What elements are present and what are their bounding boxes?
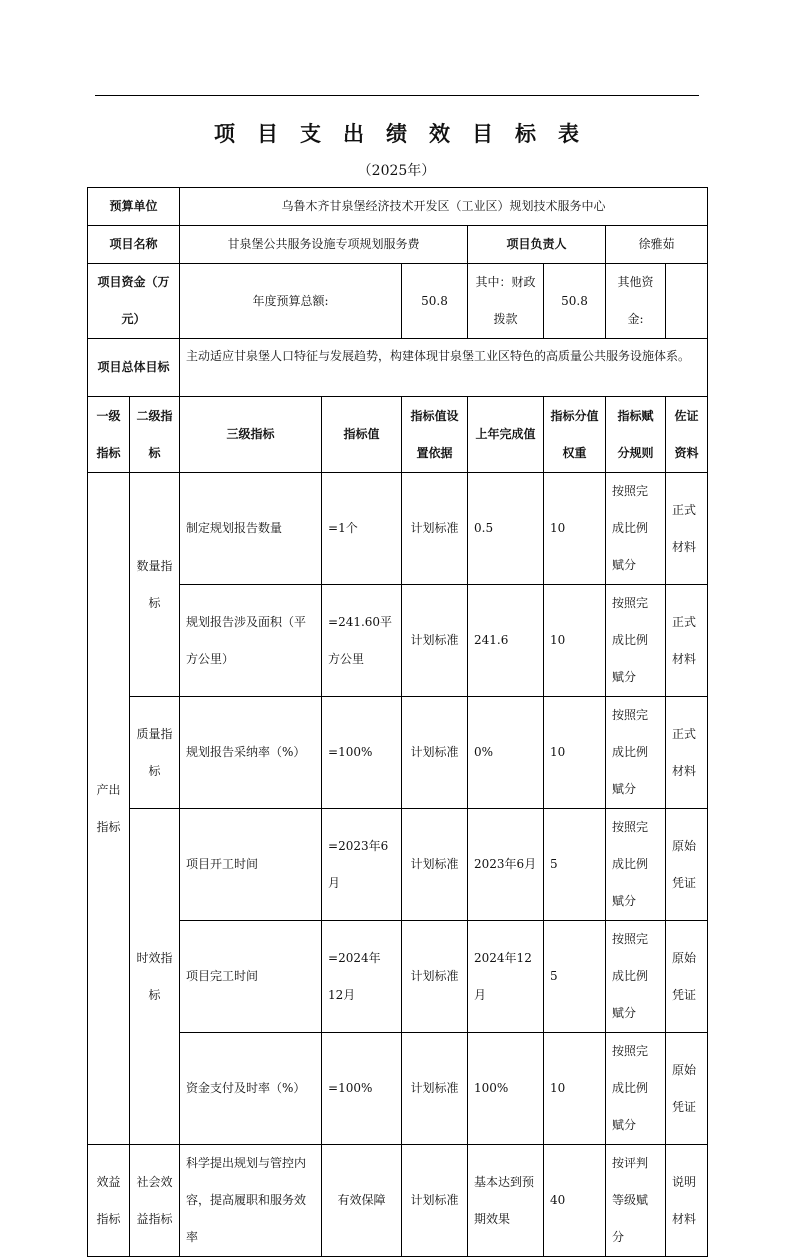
header-level1: 一级指标	[88, 397, 130, 473]
row-basis: 计划标准	[402, 473, 468, 585]
overall-goal-label: 项目总体目标	[88, 339, 180, 397]
row-basis: 计划标准	[402, 1145, 468, 1257]
header-row	[88, 397, 708, 473]
table-row	[88, 809, 708, 921]
row-last: 基本达到预期效果	[468, 1145, 544, 1257]
row-last: 2024年12月	[468, 921, 544, 1033]
group-timeliness: 时效指标	[130, 809, 180, 1145]
budget-unit-row	[88, 188, 708, 226]
table-row	[88, 1033, 708, 1145]
document-title: 项目支出绩效目标表	[214, 122, 601, 146]
group-social: 社会效益指标	[130, 1145, 180, 1257]
row-value: =1个	[322, 473, 402, 585]
group-quantity: 数量指标	[130, 473, 180, 697]
header-value: 指标值	[322, 397, 402, 473]
funds-row	[88, 264, 708, 339]
row-value: =241.60平方公里	[322, 585, 402, 697]
row-value: =100%	[322, 697, 402, 809]
row-evidence: 原始凭证	[666, 921, 708, 1033]
row-last: 2023年6月	[468, 809, 544, 921]
row-basis: 计划标准	[402, 585, 468, 697]
row-rule: 按照完成比例赋分	[606, 921, 666, 1033]
other-funds-value	[666, 264, 708, 339]
row-weight: 5	[544, 809, 606, 921]
fiscal-value: 50.8	[544, 264, 606, 339]
project-name-row	[88, 226, 708, 264]
row-weight: 40	[544, 1145, 606, 1257]
row-value: 有效保障	[322, 1145, 402, 1257]
leader-label: 项目负责人	[468, 226, 606, 264]
row-value: =2023年6月	[322, 809, 402, 921]
document-year: （2025年）	[357, 163, 436, 179]
row-weight: 10	[544, 1033, 606, 1145]
budget-unit-value: 乌鲁木齐甘泉堡经济技术开发区（工业区）规划技术服务中心	[180, 188, 708, 226]
row-name: 项目开工时间	[180, 809, 322, 921]
header-last-year: 上年完成值	[468, 397, 544, 473]
other-funds-label: 其他资金:	[606, 264, 666, 339]
row-name: 规划报告采纳率（%）	[180, 697, 322, 809]
row-last: 100%	[468, 1033, 544, 1145]
annual-total-value: 50.8	[402, 264, 468, 339]
header-rule: 指标赋分规则	[606, 397, 666, 473]
project-name-value: 甘泉堡公共服务设施专项规划服务费	[180, 226, 468, 264]
leader-value: 徐雅茹	[606, 226, 708, 264]
header-level3: 三级指标	[180, 397, 322, 473]
row-rule: 按照完成比例赋分	[606, 697, 666, 809]
funds-label: 项目资金（万元）	[88, 264, 180, 339]
row-basis: 计划标准	[402, 809, 468, 921]
overall-goal-row	[88, 339, 708, 397]
budget-unit-label: 预算单位	[88, 188, 180, 226]
row-name: 规划报告涉及面积（平方公里）	[180, 585, 322, 697]
row-evidence: 原始凭证	[666, 809, 708, 921]
row-name: 科学提出规划与管控内容，提高履职和服务效率	[180, 1145, 322, 1257]
row-rule: 按照完成比例赋分	[606, 585, 666, 697]
performance-table	[87, 187, 708, 1257]
row-basis: 计划标准	[402, 921, 468, 1033]
row-value: =2024年12月	[322, 921, 402, 1033]
header-level2: 二级指标	[130, 397, 180, 473]
row-rule: 按照完成比例赋分	[606, 473, 666, 585]
row-rule: 按照完成比例赋分	[606, 1033, 666, 1145]
project-name-label: 项目名称	[88, 226, 180, 264]
row-weight: 10	[544, 585, 606, 697]
row-basis: 计划标准	[402, 1033, 468, 1145]
table-row	[88, 585, 708, 697]
row-rule: 按评判等级赋分	[606, 1145, 666, 1257]
table-row	[88, 921, 708, 1033]
annual-total-label: 年度预算总额:	[180, 264, 402, 339]
table-row	[88, 473, 708, 585]
row-name: 项目完工时间	[180, 921, 322, 1033]
row-last: 0%	[468, 697, 544, 809]
group-benefit: 效益指标	[88, 1145, 130, 1257]
header-weight: 指标分值权重	[544, 397, 606, 473]
row-rule: 按照完成比例赋分	[606, 809, 666, 921]
row-weight: 10	[544, 473, 606, 585]
row-evidence: 正式材料	[666, 697, 708, 809]
fiscal-label: 其中：财政拨款	[468, 264, 544, 339]
header-basis: 指标值设置依据	[402, 397, 468, 473]
row-name: 制定规划报告数量	[180, 473, 322, 585]
row-value: =100%	[322, 1033, 402, 1145]
top-rule	[95, 95, 699, 96]
group-quality: 质量指标	[130, 697, 180, 809]
row-evidence: 正式材料	[666, 585, 708, 697]
row-weight: 5	[544, 921, 606, 1033]
row-evidence: 说明材料	[666, 1145, 708, 1257]
row-name: 资金支付及时率（%）	[180, 1033, 322, 1145]
row-evidence: 原始凭证	[666, 1033, 708, 1145]
row-last: 0.5	[468, 473, 544, 585]
overall-goal-value: 主动适应甘泉堡人口特征与发展趋势，构建体现甘泉堡工业区特色的高质量公共服务设施体系。	[180, 339, 708, 397]
group-output: 产出指标	[88, 473, 130, 1145]
row-weight: 10	[544, 697, 606, 809]
header-evidence: 佐证资料	[666, 397, 708, 473]
row-last: 241.6	[468, 585, 544, 697]
row-evidence: 正式材料	[666, 473, 708, 585]
table-row	[88, 1145, 708, 1257]
table-row	[88, 697, 708, 809]
row-basis: 计划标准	[402, 697, 468, 809]
